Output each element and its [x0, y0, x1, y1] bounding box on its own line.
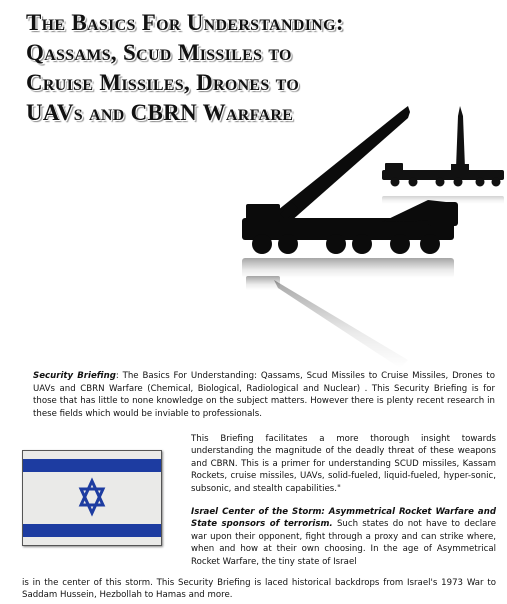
storm-text: Such states do not have to declare war upon their opponent, fight through a proxy and can strike where, when and how at their own choosing. In the age of Asymmetrical Rocket Warfare, the tiny state of Israel: [191, 519, 496, 567]
briefing-paragraph: This Briefing facilitates a more thorough insight towards understanding the magnitude of the deadly threat of these weapons and CBRN. This is a primer for understanding SCUD missiles, Kassam Rockets, cruise missiles, UAVs, solid-fueled, liquid-fueled, hyper-sonic, subsonic, and stealth capabilities.": [191, 434, 496, 494]
scud-launcher-image: [232, 98, 507, 368]
title-line-3: Cruise Missiles, Drones to: [26, 70, 300, 95]
intro-text: : The Basics For Understanding: Qassams, Scud Missiles to Cruise Missiles, Drones to UAVs and CBRN Warfare (Chemical, Biological, Radiological and Nuclear) . This Security Briefing is for those that has little to none knowledge on the subject matters. However there is plenty recent research in these fields which would be inviable to professionals.: [33, 371, 495, 419]
storm-paragraph: [191, 506, 496, 568]
title-line-1: The Basics For Understanding:: [26, 10, 344, 35]
title-line-2: Qassams, Scud Missiles to: [26, 40, 292, 65]
right-column: [191, 433, 496, 568]
israel-flag-image: [22, 450, 162, 546]
storm-subhead: Israel Center of the Storm: Asymmetrical Rocket Warfare and State sponsors of terrorism.: [191, 507, 496, 530]
flag-graphic: [23, 451, 161, 545]
intro-lead: Security Briefing: [33, 371, 116, 381]
title-line-4: UAVs and CBRN Warfare: [26, 100, 294, 125]
closing-paragraph: is in the center of this storm. This Security Briefing is laced historical backdrops from Israel's 1973 War to Saddam Hussein, Hezbollah to Hamas and more.: [22, 578, 496, 601]
intro-paragraph: [33, 370, 495, 420]
